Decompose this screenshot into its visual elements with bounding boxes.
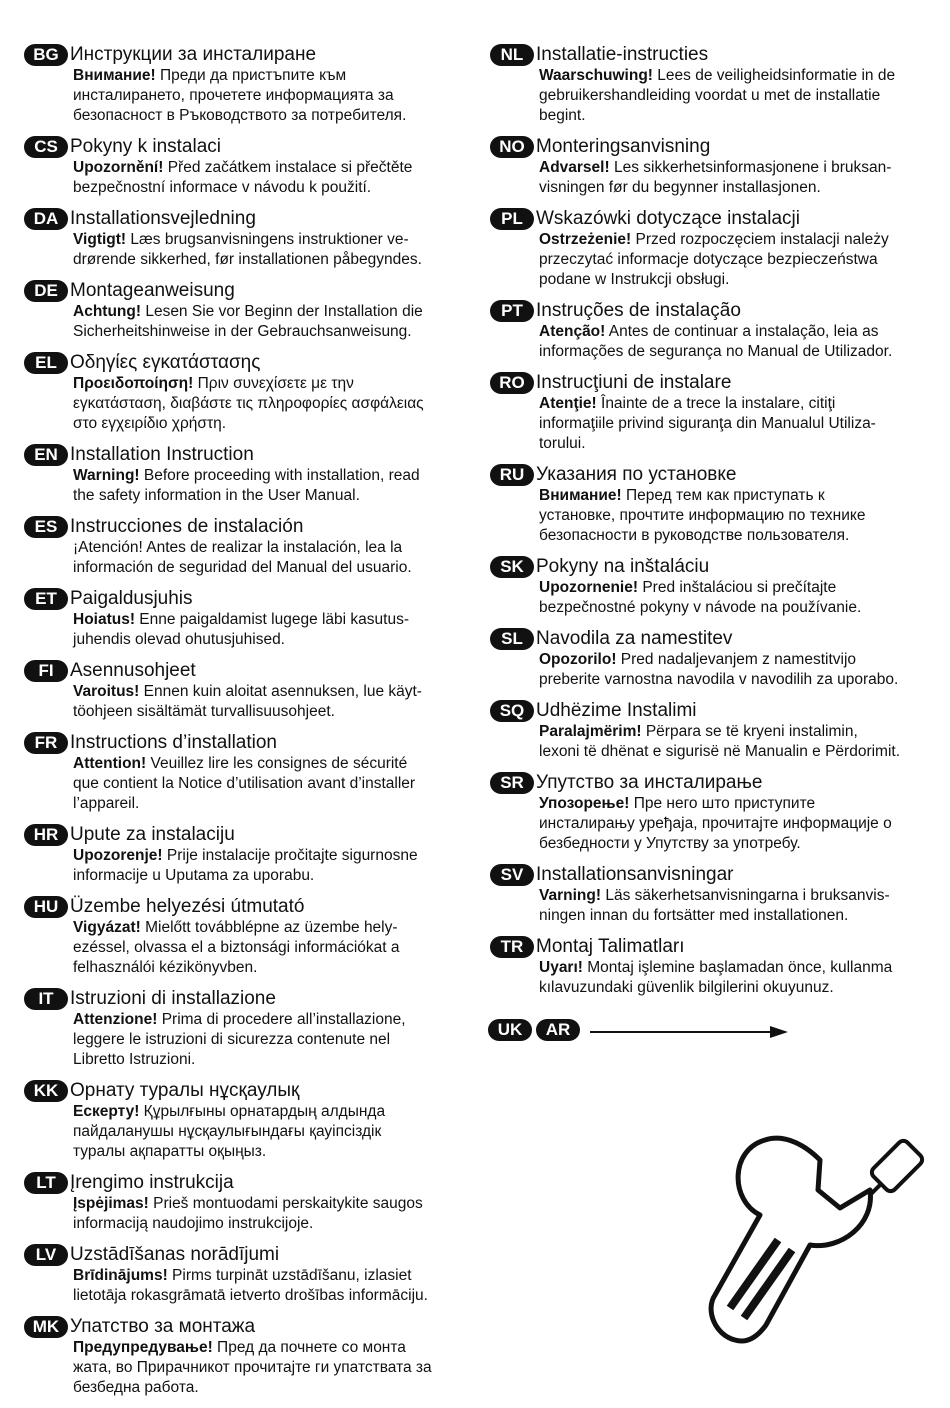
entry-title: Montaj Talimatları [536, 936, 685, 957]
lang-badge: TR [490, 936, 534, 958]
entry-text-line [538, 886, 935, 906]
lang-badge: SR [490, 772, 534, 794]
entry-title: Udhëzime Instalimi [536, 700, 697, 721]
entry-text-line [72, 374, 460, 394]
warning-label: Ostrzeżenie! [539, 231, 632, 248]
entry-text-line: przeczytać informacje dotyczące bezpieczeństwa [539, 251, 878, 268]
right-arrow-icon [590, 1022, 790, 1042]
warning-text: Enne paigaldamist lugege läbi kasutus- [135, 611, 410, 628]
warning-text: Antes de continuar a instalação, leia as [605, 323, 879, 340]
entry-title: Monteringsanvisning [536, 136, 711, 157]
entry-text-line: informacije u Uputama za uporabu. [73, 867, 315, 884]
lang-badge: FR [24, 732, 68, 754]
entry-title: Installationsanvisningar [536, 864, 734, 885]
warning-label: Upozornění! [73, 159, 164, 176]
warning-text: Pred inštaláciou si prečítajte [638, 579, 837, 596]
entry-text-line: felhasználói kézikönyvben. [73, 959, 258, 976]
lang-badge: IT [24, 988, 68, 1010]
instruction-entry-fr [24, 732, 460, 814]
entry-text-line [72, 158, 460, 178]
right-column [490, 44, 935, 1008]
lang-badge: ES [24, 516, 68, 538]
entry-title: Üzembe helyezési útmutató [70, 896, 305, 917]
entry-text-line: безбедна работа. [73, 1379, 199, 1396]
entry-text-line: ezéssel, olvassa el a biztonsági információkat a [73, 939, 400, 956]
warning-label: Brīdinājums! [73, 1267, 168, 1284]
warning-text: Lesen Sie vor Beginn der Installation die [141, 303, 423, 320]
warning-label: Hoiatus! [73, 611, 135, 628]
warning-text: Veuillez lire les consignes de sécurité [146, 755, 408, 772]
instruction-entry-fi [24, 660, 460, 722]
lang-badge: RU [490, 464, 534, 486]
entry-text-line: bezpečnostní informace v návodu k použití. [73, 179, 372, 196]
entry-text-line [72, 230, 460, 250]
instruction-entry-no [490, 136, 935, 198]
warning-label: Warning! [73, 467, 140, 484]
instruction-entry-et [24, 588, 460, 650]
entry-title: Uzstādīšanas norādījumi [70, 1244, 280, 1265]
instruction-entry-es [24, 516, 460, 578]
entry-text-line [538, 958, 935, 978]
warning-label: Vigtigt! [73, 231, 127, 248]
entry-title: Navodila za namestitev [536, 628, 733, 649]
warning-label: Paralajmërim! [539, 723, 642, 740]
entry-text-line: ¡Atención! Antes de realizar la instalación, lea la [73, 539, 403, 556]
entry-text-line [538, 158, 935, 178]
warning-text: Пре него што приступите [629, 795, 816, 812]
warning-label: Upozorenje! [73, 847, 163, 864]
lang-badge: KK [24, 1080, 68, 1102]
entry-text-line: visningen før du begynner installasjonen. [539, 179, 821, 196]
entry-text-line: leggere le istruzioni di sicurezza contenute nel [73, 1031, 391, 1048]
lang-badge: PL [490, 208, 534, 230]
entry-text-line [72, 846, 460, 866]
entry-title: Instruções de instalação [536, 300, 741, 321]
warning-text: Läs säkerhetsanvisningarna i bruksanvis- [601, 887, 890, 904]
warning-text: Πριν συνεχίσετε με την [193, 375, 354, 392]
entry-title: Οδηγίες εγκατάστασης [70, 352, 261, 373]
warning-label: Προειδοποίηση! [73, 375, 194, 392]
instruction-entry-ro [490, 372, 935, 454]
warning-text: Пред да почнете со монта [212, 1339, 406, 1356]
entry-text-line: lexoni të dhënat e sigurisë në Manualin e Përdorimit. [539, 743, 901, 760]
entry-text-line: töohjeen sisältämät turvallisuusohjeet. [73, 703, 335, 720]
warning-text: Before proceeding with installation, read [139, 467, 420, 484]
entry-text-line: lietotāja rokasgrāmatā ietverto drošības informāciju. [73, 1287, 428, 1304]
instruction-entry-sq [490, 700, 935, 762]
entry-text-line: juhendis olevad ohutusjuhised. [73, 631, 285, 648]
warning-text: Pred nadaljevanjem z namestitvijo [616, 651, 857, 668]
entry-title: Paigaldusjuhis [70, 588, 193, 609]
warning-label: Advarsel! [539, 159, 610, 176]
entry-title: Instrucţiuni de instalare [536, 372, 732, 393]
lang-badge: SL [490, 628, 534, 650]
warning-label: Atenţie! [539, 395, 597, 412]
entry-title: Pokyny na inštaláciu [536, 556, 710, 577]
instruction-entry-sl [490, 628, 935, 690]
warning-label: Upozornenie! [539, 579, 639, 596]
warning-text: Przed rozpoczęciem instalacji należy [631, 231, 889, 248]
lang-badge: NO [490, 136, 534, 158]
entry-text-line: ningen innan du fortsätter med installationen. [539, 907, 849, 924]
lang-badge: SK [490, 556, 534, 578]
warning-label: Atenção! [539, 323, 606, 340]
entry-text-line: жата, во Прирачникот прочитајте ги упатствата за [73, 1359, 432, 1376]
entry-text-line: kılavuzundaki güvenlik bilgilerini okuyunuz. [539, 979, 834, 996]
warning-text: Prieš montuodami perskaitykite saugos [148, 1195, 423, 1212]
entry-text-line [538, 322, 935, 342]
lang-badge-ar: AR [536, 1019, 580, 1041]
entry-text-line [538, 578, 935, 598]
entry-text-line: εγκατάσταση, διαβάστε τις πληροφορίες ασφάλειας [73, 395, 424, 412]
lang-badge: RO [490, 372, 534, 394]
entry-title: Upute za instalaciju [70, 824, 235, 845]
instruction-entry-de [24, 280, 460, 342]
entry-text-line: the safety information in the User Manual. [73, 487, 360, 504]
entry-text-line: Sicherheitshinweise in der Gebrauchsanweisung. [73, 323, 412, 340]
entry-title: Pokyny k instalaci [70, 136, 222, 157]
entry-text-line: безопасност в Ръководството за потребителя. [73, 107, 407, 124]
entry-text-line [72, 682, 460, 702]
warning-label: Achtung! [73, 303, 142, 320]
lang-badge: DE [24, 280, 68, 302]
instruction-entry-kk [24, 1080, 460, 1162]
warning-label: Упозорење! [539, 795, 630, 812]
instruction-entry-bg [24, 44, 460, 126]
lang-badge: LT [24, 1172, 68, 1194]
instruction-entry-mk [24, 1316, 460, 1398]
instruction-entry-en [24, 444, 460, 506]
lang-badge: NL [490, 44, 534, 66]
entry-text-line: begint. [539, 107, 586, 124]
warning-label: Opozorilo! [539, 651, 617, 668]
lang-badge: ET [24, 588, 68, 610]
entry-text-line [72, 918, 460, 938]
entry-text-line [538, 230, 935, 250]
instruction-entry-it [24, 988, 460, 1070]
warning-text: Les sikkerhetsinformasjonene i bruksan- [609, 159, 892, 176]
entry-text-line [72, 66, 460, 86]
entry-text-line: informaciją naudojimo instrukcijoje. [73, 1215, 314, 1232]
entry-text-line: podane w Instrukcji obsługi. [539, 271, 730, 288]
entry-text-line: informaţiile privind siguranţa din Manualul Utiliza- [539, 415, 876, 432]
entry-title: Упутство за инсталирање [536, 772, 763, 793]
entry-text-line [538, 394, 935, 414]
warning-label: Предупредување! [73, 1339, 213, 1356]
entry-text-line: información de seguridad del Manual del usuario. [73, 559, 412, 576]
instruction-entry-tr [490, 936, 935, 998]
instruction-entry-hu [24, 896, 460, 978]
entry-text-line: informações de segurança no Manual de Utilizador. [539, 343, 893, 360]
entry-title: Instructions d’installation [70, 732, 277, 753]
instruction-entry-ru [490, 464, 935, 546]
entry-text-line: пайдаланушы нұсқаулығындағы қауіпсіздік [73, 1123, 382, 1140]
entry-title: Instrucciones de instalación [70, 516, 304, 537]
warning-text: Құрылғыны орнатардың алдында [139, 1103, 386, 1120]
warning-label: Vigyázat! [73, 919, 141, 936]
instruction-entry-da [24, 208, 460, 270]
entry-text-line [72, 466, 460, 486]
entry-text-line [72, 610, 460, 630]
entry-title: Montageanweisung [70, 280, 235, 301]
entry-title: Installation Instruction [70, 444, 254, 465]
warning-text: Prije instalacije pročitajte sigurnosne [162, 847, 418, 864]
warning-label: Attenzione! [73, 1011, 158, 1028]
lang-badge: SV [490, 864, 534, 886]
instruction-entry-nl [490, 44, 935, 126]
lang-badge: HR [24, 824, 68, 846]
warning-text: Pirms turpināt uzstādīšanu, izlasiet [167, 1267, 412, 1284]
entry-text-line [538, 722, 935, 742]
lang-badge: FI [24, 660, 68, 682]
entry-title: Орнату туралы нұсқаулық [70, 1080, 300, 1101]
instruction-entry-hr [24, 824, 460, 886]
warning-label: Внимание! [73, 67, 156, 84]
lang-badge: BG [24, 44, 68, 66]
lang-badge: LV [24, 1244, 68, 1266]
warning-text: Преди да пристъпите към [155, 67, 347, 84]
entry-text-line [72, 1266, 460, 1286]
entry-text-line: que contient la Notice d’utilisation avant d’installer [73, 775, 416, 792]
lang-badge: CS [24, 136, 68, 158]
warning-text: Înainte de a trece la instalare, citiţi [596, 395, 836, 412]
entry-text-line: gebruikershandleiding voordat u met de installatie [539, 87, 881, 104]
lang-badge-uk: UK [488, 1019, 532, 1041]
entry-text-line: l’appareil. [73, 795, 140, 812]
instruction-entry-lv [24, 1244, 460, 1306]
instruction-entry-cs [24, 136, 460, 198]
warning-label: Ескерту! [73, 1103, 140, 1120]
lang-badge: SQ [490, 700, 534, 722]
warning-label: Внимание! [539, 487, 622, 504]
entry-text-line [538, 794, 935, 814]
entry-text-line [72, 1194, 460, 1214]
lang-badge: HU [24, 896, 68, 918]
warning-text: Před začátkem instalace si přečtěte [163, 159, 413, 176]
entry-text-line: στο εγχειρίδιο χρήστη. [73, 415, 226, 432]
entry-text-line: torului. [539, 435, 586, 452]
warning-text: Læs brugsanvisningens instruktioner ve- [126, 231, 409, 248]
entry-text-line [72, 302, 460, 322]
entry-text-line: Libretto Istruzioni. [73, 1051, 196, 1068]
entry-title: Installatie-instructies [536, 44, 709, 65]
lang-badge: EN [24, 444, 68, 466]
entry-text-line [538, 66, 935, 86]
warning-label: Waarschuwing! [539, 67, 653, 84]
instruction-entry-sv [490, 864, 935, 926]
entry-text-line: туралы ақпаратты оқыңыз. [73, 1143, 267, 1160]
warning-text: Prima di procedere all’installazione, [157, 1011, 406, 1028]
entry-text-line: bezpečnostné pokyny v návode na používanie. [539, 599, 862, 616]
entry-text-line: безопасности в руководстве пользователя. [539, 527, 850, 544]
warning-label: Attention! [73, 755, 147, 772]
warning-label: Įspėjimas! [73, 1195, 149, 1212]
entry-text-line: инсталирању уређаја, прочитајте информације о [539, 815, 892, 832]
instruction-entry-sr [490, 772, 935, 854]
entry-text-line: безбедности у Упутству за употребу. [539, 835, 801, 852]
warning-text: Mielőtt továbblépne az üzembe hely- [140, 919, 398, 936]
warning-text: Ennen kuin aloitat asennuksen, lue käyt- [139, 683, 422, 700]
entry-text-line [538, 486, 935, 506]
warning-text: Përpara se të kryeni instalimin, [641, 723, 858, 740]
entry-text-line [538, 650, 935, 670]
entry-text-line [72, 1102, 460, 1122]
instruction-entry-el [24, 352, 460, 434]
entry-text-line [72, 1010, 460, 1030]
entry-title: Wskazówki dotyczące instalacji [536, 208, 800, 229]
entry-text-line [72, 754, 460, 774]
left-column [24, 44, 460, 1408]
warning-text: Montaj işlemine başlamadan önce, kullanma [582, 959, 893, 976]
entry-title: Указания по установке [536, 464, 737, 485]
instruction-entry-pl [490, 208, 935, 290]
lang-badge: PT [490, 300, 534, 322]
warning-label: Varoitus! [73, 683, 140, 700]
entry-text-line: установке, прочтите информацию по технике [539, 507, 866, 524]
instruction-entry-pt [490, 300, 935, 362]
entry-text-line: preberite varnostna navodila v navodilih za uporabo. [539, 671, 899, 688]
entry-title: Istruzioni di installazione [70, 988, 276, 1009]
lang-badge: MK [24, 1316, 68, 1338]
entry-title: Installationsvejledning [70, 208, 256, 229]
entry-text-line [72, 1338, 460, 1358]
instruction-entry-sk [490, 556, 935, 618]
warning-label: Uyarı! [539, 959, 583, 976]
warning-text: Перед тем как приступать к [621, 487, 825, 504]
entry-title: Упатство за монтажа [70, 1316, 256, 1337]
entry-text-line: инсталирането, прочетете информацията за [73, 87, 394, 104]
entry-title: Инструкции за инсталиране [70, 44, 317, 65]
entry-text-line: drørende sikkerhed, før installationen påbegyndes. [73, 251, 422, 268]
lang-badge: DA [24, 208, 68, 230]
warning-text: Lees de veiligheidsinformatie in de [652, 67, 896, 84]
warning-label: Varning! [539, 887, 602, 904]
lang-badge: EL [24, 352, 68, 374]
entry-title: Įrengimo instrukcija [70, 1172, 234, 1193]
wrench-screwdriver-icon [690, 1130, 940, 1370]
entry-title: Asennusohjeet [70, 660, 196, 681]
instruction-entry-lt [24, 1172, 460, 1234]
